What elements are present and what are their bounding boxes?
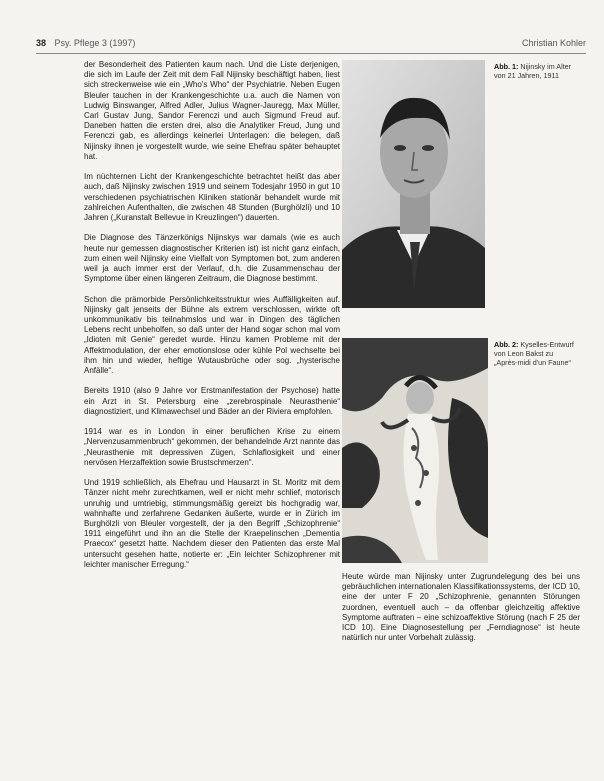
author-name: Christian Kohler	[521, 38, 586, 48]
figure-1-caption	[494, 62, 578, 80]
costume-design-image	[342, 338, 488, 563]
paragraph: 1914 war es in London in einer beruflichen Krise zu einem „Nervenzusammenbruch“ gekommen, der behandelnde Arzt nannte das „Neurasthenie mit depressiven Zügen, Schlaflosigkeit und einer nervösen Herzaffektion sowie Brustschmerzen“.	[84, 427, 340, 467]
portrait-photo	[342, 60, 485, 308]
paragraph: Im nüchternen Licht der Krankengeschichte betrachtet heißt das aber auch, daß Nijinsky zwischen 1919 und seinem Todesjahr 1950 in gut 10 verschiedenen psychiatrischen Kliniken stationär behandelt wurde mit zahlreichen Aufenthalten, die zwischen 48 Stunden (Burghölzli) und 10 Jahren („Kuranstalt Bellevue in Kreuzlingen“) dauerten.	[84, 172, 340, 223]
running-header	[36, 38, 586, 52]
paragraph: Schon die prämorbide Persönlichkeitsstruktur wies Auffälligkeiten auf. Nijinsky galt jenseits der Bühne als extrem verschlossen, wirkte oft unkommunikativ bis teilnahmslos und war in Dingen des täglichen Lebens recht unbeholfen, so daß unter der Hand sogar schon mal vom „Idioten mit Genie“ geredet wurde. Hinzu kamen Probleme mit der Affektmodulation, der eher emotionslose oder kühle Pol wechselte bei ihm hin und wieder, heftige Wutausbrüche oder sog. „hysterische Anfälle“.	[84, 294, 340, 376]
paragraph: Heute würde man Nijinsky unter Zugrundelegung des bei uns gebräuchlichen internationalen Klassifikationssystems, der ICD 10, eine der unter F 20 „Schizophrenie, genannten Störungen zuordnen, eventuell auch – da offenbar gleichzeitig affektive Symptome auftraten – eine schizoaffektive Störung (nach F 25 der ICD 10). Eine Diagnosestellung per „Ferndiagnose“ ist heute natürlich nur unter Vorbehalt zulässig.	[342, 572, 580, 643]
figure-1-label: Abb. 1:	[494, 62, 519, 71]
figure-1-text: Nijinsky im Alter von 21 Jahren, 1911	[494, 62, 572, 80]
main-text-column	[84, 60, 340, 580]
right-text-column	[342, 572, 580, 643]
paragraph: Bereits 1910 (also 9 Jahre vor Erstmanifestation der Psychose) hatte ein Arzt in St. Petersburg eine „zerebrospinale Neurasthenie“ diagnostiziert, und Klimawechsel und Bäder an der Riviera empfohlen.	[84, 386, 340, 416]
faun-costume-illustration	[342, 338, 488, 563]
figure-2-caption	[494, 340, 578, 367]
header-rule	[36, 53, 586, 54]
paragraph: Und 1919 schließlich, als Ehefrau und Hausarzt in St. Moritz mit dem Tänzer nicht mehr zurechtkamen, weil er nicht mehr schlief, motorisch unruhig und umtriebig, stimmungsmäßig gereizt bis hochgradig war, wahnhafte und zerfahrene Gedanken äußerte, wurde er in Zürich im Burghölzli von Bleuler vorgestellt, der ja den Begriff „Schizophrenie“ 1911 eingeführt und ihn an die Stelle der Kraepelinschen „Dementia Praecox“ gesetzt hatte. Nachdem dieser den Patienten das erste Mal untersucht gesehen hatte, notierte er: „Ein leichter Schizophrener mit leichter manischer Erregung.“	[84, 478, 340, 569]
paragraph: der Besonderheit des Patienten kaum nach. Und die Liste derjenigen, die sich im Laufe der Zeit mit dem Fall Nijinsky beschäftigt haben, liest sich streckenweise wie ein „Who's Who“ der Psychiatrie. Neben Eugen Bleuler tauchen in der Krankengeschichte u.a. auch die Namen von Ludwig Binswanger, Alfred Adler, Julius Wagner-Jauregg, Max Müller, Carl Gustav Jung, Sandor Ferenczi und auch Sigmund Freud auf. Daneben hatten die ersten drei, also die Analytiker Freud, Jung und Ferenczi gab, es allerdings keinerlei Unterlagen: die belegen, daß Nijinsky ihnen je vorgestellt wurde, wie seine Ehefrau später behauptet hat.	[84, 60, 340, 161]
portrait-illustration	[342, 60, 485, 308]
paragraph: Die Diagnose des Tänzerkönigs Nijinskys war damals (wie es auch heute nur gemessen diagnostischer Kriterien ist) ist nicht ganz einfach, zum einen weil Nijinsky eine Vielfalt von Symptomen bot, zum anderen weil ja auch immer erst der Verlauf, d.h. die Zusammenschau der Symptome über einen längeren Zeitraum, die Diagnose bestimmt.	[84, 233, 340, 284]
journal-reference: Psy. Pflege 3 (1997)	[54, 38, 136, 48]
figure-2-text: Kyselles-Entwurf von Leon Bakst zu „Après-midi d'un Faune“	[494, 340, 574, 367]
page-number: 38	[36, 38, 47, 48]
figure-2-label: Abb. 2:	[494, 340, 519, 349]
